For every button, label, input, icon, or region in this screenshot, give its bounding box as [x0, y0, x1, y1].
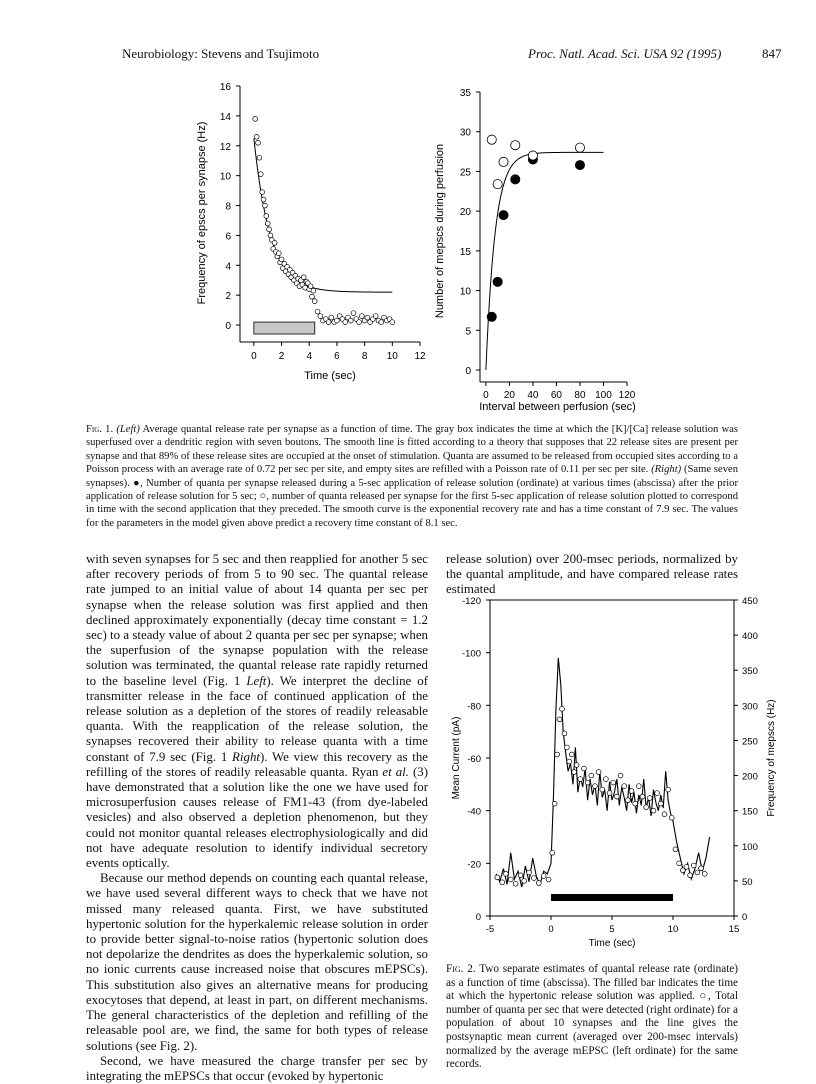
release-period-bar — [551, 894, 673, 901]
running-header-journal — [528, 46, 721, 62]
data-point — [357, 320, 362, 325]
mepsc-frequency-point — [536, 881, 541, 886]
data-point — [263, 203, 268, 208]
mepsc-frequency-point — [699, 866, 704, 871]
mepsc-frequency-point — [585, 780, 590, 785]
mepsc-frequency-point — [662, 812, 667, 817]
mepsc-frequency-point — [518, 873, 523, 878]
mepsc-frequency-point — [578, 777, 583, 782]
data-point — [254, 134, 259, 139]
x-tick-label: 5 — [609, 924, 615, 935]
open-point — [493, 180, 502, 189]
page-number: 847 — [762, 46, 782, 61]
x-tick-label: 120 — [618, 390, 636, 401]
x-tick-label: 60 — [550, 390, 563, 401]
p1-text-g: (3) have demonstrated that a solution like the one we have used for microsuperfusion causes release of FM1-43 (from dye-labeled vesicles) and also observed a depletion phenomenon, but they could not monitor quantal releases electrophysiologically and did not have adequate resolution to identify individual secretory events optically. — [86, 764, 428, 871]
mepsc-frequency-point — [527, 870, 532, 875]
y2-tick-label: 400 — [742, 631, 758, 643]
data-point — [261, 197, 266, 202]
data-point — [348, 318, 353, 323]
mepsc-frequency-point — [622, 784, 627, 789]
figure-1-label: Fig. 1. — [86, 424, 114, 435]
mepsc-frequency-point — [669, 815, 674, 820]
x-tick-label: 0 — [251, 351, 257, 362]
figure-2-caption — [446, 963, 738, 1072]
data-point — [308, 284, 313, 289]
data-point — [365, 315, 370, 320]
mepsc-frequency-point — [593, 784, 598, 789]
figure-2-label: Fig. 2. — [446, 963, 476, 975]
open-point — [528, 151, 537, 160]
mepsc-frequency-point — [574, 763, 579, 768]
figure-1-left-panel — [196, 82, 426, 382]
mepsc-frequency-point — [567, 759, 572, 764]
mepsc-frequency-point — [508, 877, 513, 882]
release-period-box — [254, 322, 315, 334]
y-tick-label: -20 — [467, 859, 481, 871]
y-tick-label: 35 — [459, 88, 471, 99]
data-point — [390, 320, 395, 325]
mepsc-frequency-point — [691, 863, 696, 868]
y-tick-label: 2 — [225, 291, 231, 303]
data-point — [359, 314, 364, 319]
mepsc-frequency-point — [596, 770, 601, 775]
mepsc-frequency-point — [582, 766, 587, 771]
figure-2-caption-text: Two separate estimates of quantal release rate (ordinate) as a function of time (abscissa). The filled bar indicates the time at which the hypertonic release solution was applied. ○, Total number of quanta per sec that were detected (right ordinate) for a population of about 10 synapses and the line gives the postsynaptic mean current (averaged over 200-msec intervals) normalized by the average mEPSC (left ordinate) for the same records. — [446, 963, 738, 1071]
mepsc-frequency-point — [673, 847, 678, 852]
y-tick-label: -40 — [467, 806, 481, 818]
data-point — [258, 172, 263, 177]
mepsc-frequency-point — [677, 861, 682, 866]
data-point — [268, 233, 273, 238]
paragraph-3: Second, we have measured the charge transfer per sec by integrating the mEPSCs that occur (evoked by hypertonic — [86, 1053, 428, 1083]
figure-2-chart — [451, 596, 777, 949]
y-tick-label: -100 — [461, 648, 481, 660]
data-point — [256, 140, 261, 145]
y2-tick-label: 200 — [742, 771, 758, 783]
mepsc-frequency-point — [633, 801, 638, 806]
x-tick-label: 2 — [278, 351, 285, 362]
p1-etal: et al. — [382, 764, 409, 779]
y2-tick-label: 350 — [742, 666, 758, 678]
data-point — [315, 309, 320, 314]
x-axis-label: Time (sec) — [588, 938, 636, 949]
data-point — [335, 318, 340, 323]
journal-citation: Proc. Natl. Acad. Sci. USA 92 (1995) — [528, 46, 722, 61]
y-tick-label: 4 — [225, 261, 231, 273]
y-tick-label: 12 — [219, 141, 231, 153]
mepsc-frequency-point — [495, 875, 500, 880]
data-point — [276, 251, 281, 256]
paragraph-1 — [86, 552, 428, 871]
y2-tick-label: 50 — [742, 876, 753, 888]
x-tick-label: 6 — [334, 351, 340, 362]
mepsc-frequency-point — [640, 794, 645, 799]
mepsc-frequency-point — [557, 717, 562, 722]
figure-1 — [190, 72, 650, 417]
mepsc-frequency-point — [688, 873, 693, 878]
mepsc-frequency-point — [607, 791, 612, 796]
mepsc-frequency-point — [555, 752, 560, 757]
y-tick-label: 15 — [459, 246, 471, 258]
y-tick-label: 10 — [219, 171, 231, 183]
left-column — [86, 552, 428, 1084]
open-point — [499, 157, 508, 166]
mepsc-frequency-point — [658, 801, 663, 806]
data-point — [267, 227, 272, 232]
y-tick-label: 14 — [219, 111, 231, 123]
data-point — [272, 240, 277, 245]
y2-tick-label: 0 — [742, 912, 748, 923]
x-tick-label: -5 — [485, 924, 495, 935]
data-point — [373, 314, 378, 319]
fit-curve — [254, 138, 392, 292]
mepsc-frequency-point — [532, 876, 537, 881]
data-point — [343, 320, 348, 325]
y-tick-label: 8 — [225, 201, 231, 213]
y-axis-label: Frequency of epscs per synapse (Hz) — [196, 121, 208, 305]
filled-point — [493, 277, 502, 286]
y-tick-label: -60 — [467, 754, 481, 765]
caption-text-a: Average quantal release rate per synapse as a function of time. The gray box indicates the time at which the [K]/[Ca] release solution was superfused over a dendritic region with seven boutons. The smooth line is fitted according to a theory that supposes that 22 release sites are present per synapse and that 89% of these release sites are occupied at the onset of stimulation. Quanta are assumed to be released from occupied sites according to a Poisson process with an average rate of 0.72 per sec per site, and empty sites are refilled with a Poisson rate of 0.11 per sec per site. — [86, 424, 738, 476]
filled-point — [499, 211, 508, 220]
y-tick-label: 0 — [475, 912, 481, 923]
mepsc-frequency-point — [647, 796, 652, 801]
mepsc-frequency-point — [618, 773, 623, 778]
p1-text-c: ). We interpret the decline of transmitter release in the face of continued application of the release solution as a depletion of the stores of readily releasable quanta. With the reapplication of the release solution, the synapses recovered their ability to release quanta with a time constant of 7.9 sec (Fig. 1 — [86, 673, 428, 764]
y-tick-label: 0 — [225, 321, 231, 333]
p1-text-e: ). We view this recovery as the refilling of the stores of readily releasable quanta. Ryan — [86, 749, 428, 779]
mepsc-frequency-point — [546, 877, 551, 882]
x-tick-label: 12 — [414, 351, 426, 362]
data-point — [326, 320, 331, 325]
mepsc-frequency-point — [541, 874, 546, 879]
x-tick-label: 100 — [595, 390, 612, 401]
figure-1-caption — [86, 423, 738, 530]
data-point — [310, 294, 315, 299]
data-point — [318, 314, 323, 319]
mepsc-frequency-point — [500, 880, 505, 885]
x-tick-label: 10 — [386, 351, 398, 362]
data-point — [351, 311, 356, 316]
data-point — [264, 214, 269, 219]
x-axis-label: Time (sec) — [304, 370, 356, 382]
y2-tick-label: 300 — [742, 701, 758, 713]
mepsc-frequency-point — [569, 752, 574, 757]
data-point — [379, 320, 384, 325]
mepsc-frequency-point — [600, 787, 605, 792]
x-tick-label: 80 — [574, 390, 586, 401]
mepsc-frequency-point — [629, 789, 634, 794]
mepsc-frequency-point — [695, 870, 700, 875]
open-point — [487, 135, 496, 144]
mepsc-frequency-point — [625, 798, 630, 803]
p1-text-a: with seven synapses for 5 sec and then reapplied for another 5 sec after recovery periods of from 5 to 90 sec. The quantal release rate jumped to an initial value of about 14 quanta per sec per synapse when the release solution was first applied and then declined approximately exponentially (decay time constant = 1.2 sec) to a steady value of about 2 quanta per sec per synapse; when the superfusion of the synapse population with the release solution was terminated, the quantal release rate rapidly returned to the baseline level (Fig. 1 — [86, 552, 428, 688]
mepsc-frequency-point — [614, 794, 619, 799]
y2-tick-label: 450 — [742, 596, 758, 607]
y-tick-label: 25 — [459, 167, 471, 179]
running-header-left: Neurobiology: Stevens and Tsujimoto — [122, 46, 320, 61]
mepsc-frequency-point — [589, 773, 594, 778]
mepsc-frequency-point — [702, 871, 707, 876]
mepsc-frequency-point — [564, 745, 569, 750]
x-tick-label: 0 — [548, 924, 554, 935]
caption-text-b: (Same seven synapses). ●, Number of quanta per synapse released during a 5-sec application of release solution (ordinate) at various times (abscissa) after the prior application of release solution for 5 sec; ○, number of quanta released per synapse for the first 5-sec application of release solution plotted to correspond in time with the second application that they preceded. The smooth curve is the exponential recovery rate and has a time constant of 7.9 sec. The values for the parameters in the model given above predict a recovery time constant of 8.1 sec. — [86, 464, 738, 529]
y-tick-label: 10 — [459, 286, 471, 298]
filled-point — [511, 175, 520, 184]
y-tick-label: 6 — [225, 231, 231, 243]
y-tick-label: -120 — [461, 596, 481, 607]
caption-left-tag: (Left) — [116, 424, 140, 435]
open-point — [575, 143, 584, 152]
data-point — [260, 190, 265, 195]
mepsc-frequency-point — [644, 805, 649, 810]
mepsc-frequency-point — [572, 770, 577, 775]
data-point — [311, 288, 316, 293]
x-tick-label: 4 — [306, 351, 313, 362]
paragraph-2: Because our method depends on counting each quantal release, we have used several different ways to check that we have not missed many released quanta. First, we have substituted hypertonic solution for the hyperkalemic release solution in order to provide better signal-to-noise ratios (hypertonic solution does not depolarize the dendrites as does the hyperkalemic solution, so no ionic currents cause increased noise that obscures mEPSCs). This substitution also gives an alternative means for producing exocytoses that depend, at least in part, on different mechanisms. The general characteristics of the depletion and refilling of the releasable pool are, we find, the same for both types of release solutions (see Fig. 2). — [86, 871, 428, 1053]
p1-right: Right — [232, 749, 260, 764]
mean-current-line — [496, 658, 709, 887]
y-tick-label: 0 — [465, 366, 471, 377]
x-axis-label: Interval between perfusion (sec) — [479, 401, 636, 413]
y-tick-label: -80 — [467, 701, 481, 713]
data-point — [329, 315, 334, 320]
y-tick-label: 5 — [465, 326, 471, 338]
y2-tick-label: 250 — [742, 736, 758, 748]
mepsc-frequency-point — [550, 850, 555, 855]
y-tick-label: 16 — [219, 82, 231, 93]
mepsc-frequency-point — [666, 787, 671, 792]
open-point — [511, 141, 520, 150]
mepsc-frequency-point — [562, 731, 567, 736]
x-tick-label: 10 — [667, 924, 679, 935]
x-tick-label: 15 — [728, 924, 740, 935]
mepsc-frequency-point — [604, 777, 609, 782]
data-point — [257, 155, 262, 160]
y2-tick-label: 100 — [742, 841, 758, 853]
y-axis-label: Mean Current (pA) — [451, 716, 462, 800]
mepsc-frequency-point — [684, 864, 689, 869]
caption-right-tag: (Right) — [651, 464, 682, 476]
mepsc-frequency-point — [636, 784, 641, 789]
mepsc-frequency-point — [552, 801, 557, 806]
y2-axis-label: Frequency of mepscs (Hz) — [766, 699, 777, 817]
data-point — [253, 116, 258, 121]
x-tick-label: 40 — [527, 390, 539, 401]
mepsc-frequency-point — [655, 791, 660, 796]
mepsc-frequency-point — [522, 878, 527, 883]
mepsc-frequency-point — [651, 808, 656, 813]
x-tick-label: 8 — [361, 351, 368, 362]
data-point — [301, 275, 306, 280]
x-tick-label: 0 — [483, 390, 489, 401]
figure-2 — [446, 592, 786, 957]
y-tick-label: 20 — [459, 207, 471, 219]
plot-frame — [490, 600, 734, 916]
mepsc-frequency-point — [503, 871, 508, 876]
recovery-curve — [486, 152, 604, 370]
y-tick-label: 30 — [459, 127, 471, 139]
data-point — [279, 257, 284, 262]
mepsc-frequency-point — [560, 706, 565, 711]
data-point — [312, 299, 317, 304]
data-point — [265, 221, 270, 226]
mepsc-frequency-point — [513, 881, 518, 886]
mepsc-frequency-point — [611, 780, 616, 785]
filled-point — [575, 160, 584, 169]
filled-point — [487, 312, 496, 321]
figure-1-right-panel — [434, 88, 636, 413]
y-axis-label: Number of mepscs during perfusion — [434, 143, 446, 319]
x-tick-label: 20 — [503, 390, 515, 401]
y2-tick-label: 150 — [742, 806, 758, 818]
right-column-text: release solution) over 200-msec periods, normalized by the quantal amplitude, and have compared release rates estimated — [446, 552, 738, 597]
p1-left: Left — [246, 673, 267, 688]
